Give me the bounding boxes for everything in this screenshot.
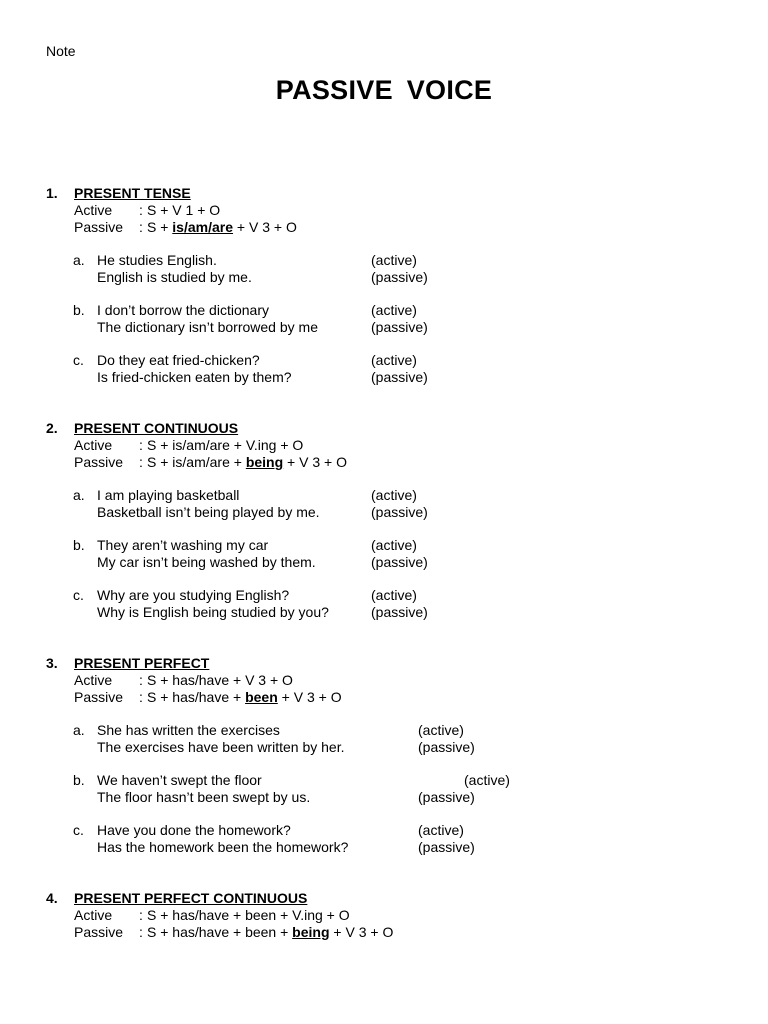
- example-active-tag: (active): [371, 252, 417, 268]
- example-passive-row: [46, 739, 746, 756]
- example-passive-tag: (passive): [418, 789, 475, 805]
- example-letter: a.: [73, 252, 85, 268]
- example-passive-row: [46, 369, 746, 386]
- example-passive-row: [46, 554, 746, 571]
- formula-colon: :: [139, 219, 143, 235]
- passive-formula-post: + V 3 + O: [277, 689, 342, 705]
- example-active-sentence: She has written the exercises: [97, 722, 280, 738]
- example-passive-tag: (passive): [418, 739, 475, 755]
- passive-label: Passive: [74, 454, 124, 470]
- example-active-tag: (active): [464, 772, 510, 788]
- example-active-row: [46, 252, 746, 269]
- example-passive-sentence: My car isn’t being washed by them.: [97, 554, 316, 570]
- example-passive-row: [46, 839, 746, 856]
- example-active-row: [46, 772, 746, 789]
- example-active-tag: (active): [371, 487, 417, 503]
- example-passive-sentence: Basketball isn’t being played by me.: [97, 504, 320, 520]
- example-active-sentence: I don’t borrow the dictionary: [97, 302, 269, 318]
- example-item: [46, 537, 746, 571]
- passive-formula-key: been: [245, 689, 278, 705]
- formula-colon: :: [139, 437, 143, 453]
- passive-formula-key: being: [245, 454, 284, 470]
- passive-formula: [147, 454, 347, 471]
- section-present-tense: [46, 185, 746, 386]
- passive-formula: [147, 924, 393, 941]
- passive-formula: [147, 219, 297, 236]
- example-letter: a.: [73, 722, 85, 738]
- example-passive-row: [46, 604, 746, 621]
- example-passive-sentence: English is studied by me.: [97, 269, 252, 285]
- section-heading: [46, 185, 746, 202]
- section-heading: [46, 890, 746, 907]
- example-passive-sentence: Has the homework been the homework?: [97, 839, 349, 855]
- formula-colon: :: [139, 689, 143, 705]
- formula-colon: :: [139, 907, 143, 923]
- example-item: [46, 772, 746, 806]
- active-formula-row: [46, 202, 746, 219]
- formula-colon: :: [139, 202, 143, 218]
- example-active-tag: (active): [371, 587, 417, 603]
- example-active-sentence: Do they eat fried-chicken?: [97, 352, 260, 368]
- example-active-row: [46, 537, 746, 554]
- example-passive-tag: (passive): [371, 504, 428, 520]
- active-label: Active: [74, 672, 113, 688]
- section-present-perfect-continuous: [46, 890, 746, 941]
- example-active-row: [46, 587, 746, 604]
- passive-formula-pre: S + is/am/are +: [147, 454, 246, 470]
- example-passive-row: [46, 504, 746, 521]
- example-item: [46, 487, 746, 521]
- section-present-perfect: [46, 655, 746, 856]
- example-passive-sentence: The dictionary isn’t borrowed by me: [97, 319, 318, 335]
- note-label: Note: [46, 43, 76, 59]
- example-passive-row: [46, 789, 746, 806]
- example-active-row: [46, 302, 746, 319]
- example-passive-tag: (passive): [371, 269, 428, 285]
- passive-label: Passive: [74, 689, 124, 705]
- example-letter: c.: [73, 352, 84, 368]
- example-active-row: [46, 722, 746, 739]
- active-formula: S + is/am/are + V.ing + O: [147, 437, 304, 453]
- example-passive-tag: (passive): [371, 554, 428, 570]
- passive-formula-post: + V 3 + O: [329, 924, 394, 940]
- example-active-row: [46, 352, 746, 369]
- section-number: 3.: [46, 655, 58, 671]
- example-passive-tag: (passive): [418, 839, 475, 855]
- example-active-row: [46, 822, 746, 839]
- example-active-tag: (active): [418, 722, 464, 738]
- active-formula-row: [46, 437, 746, 454]
- section-title: PRESENT CONTINUOUS: [74, 420, 239, 436]
- example-letter: b.: [73, 302, 85, 318]
- example-passive-sentence: The exercises have been written by her.: [97, 739, 345, 755]
- example-passive-sentence: Why is English being studied by you?: [97, 604, 329, 620]
- page-title: PASSIVE VOICE: [275, 75, 493, 105]
- example-passive-tag: (passive): [371, 369, 428, 385]
- passive-formula-pre: S + has/have + been +: [147, 924, 293, 940]
- example-active-tag: (active): [418, 822, 464, 838]
- example-passive-row: [46, 319, 746, 336]
- example-passive-sentence: Is fried-chicken eaten by them?: [97, 369, 292, 385]
- example-active-sentence: They aren’t washing my car: [97, 537, 269, 553]
- example-active-tag: (active): [371, 537, 417, 553]
- passive-label: Passive: [74, 924, 124, 940]
- active-label: Active: [74, 202, 113, 218]
- passive-formula-row: [46, 454, 746, 471]
- example-passive-tag: (passive): [371, 319, 428, 335]
- section-title: PRESENT TENSE: [74, 185, 191, 201]
- passive-formula-pre: S +: [147, 219, 173, 235]
- example-item: [46, 587, 746, 621]
- example-item: [46, 352, 746, 386]
- formula-colon: :: [139, 454, 143, 470]
- passive-formula: [147, 689, 342, 706]
- passive-formula-pre: S + has/have +: [147, 689, 246, 705]
- section-title: PRESENT PERFECT CONTINUOUS: [74, 890, 308, 906]
- example-active-tag: (active): [371, 352, 417, 368]
- example-letter: c.: [73, 822, 84, 838]
- example-item: [46, 302, 746, 336]
- example-active-sentence: Have you done the homework?: [97, 822, 291, 838]
- example-active-sentence: Why are you studying English?: [97, 587, 290, 603]
- section-heading: [46, 420, 746, 437]
- formula-colon: :: [139, 924, 143, 940]
- passive-formula-row: [46, 924, 746, 941]
- passive-formula-row: [46, 219, 746, 236]
- example-active-sentence: He studies English.: [97, 252, 217, 268]
- example-letter: b.: [73, 537, 85, 553]
- active-label: Active: [74, 907, 113, 923]
- section-heading: [46, 655, 746, 672]
- example-item: [46, 252, 746, 286]
- example-passive-sentence: The floor hasn’t been swept by us.: [97, 789, 311, 805]
- active-formula: S + has/have + V 3 + O: [147, 672, 293, 688]
- active-formula: S + V 1 + O: [147, 202, 221, 218]
- passive-formula-post: + V 3 + O: [283, 454, 347, 470]
- example-passive-tag: (passive): [371, 604, 428, 620]
- passive-formula-key: being: [292, 924, 330, 940]
- example-item: [46, 722, 746, 756]
- formula-colon: :: [139, 672, 143, 688]
- active-formula-row: [46, 907, 746, 924]
- example-active-tag: (active): [371, 302, 417, 318]
- active-formula-row: [46, 672, 746, 689]
- section-present-continuous: [46, 420, 746, 621]
- passive-formula-row: [46, 689, 746, 706]
- example-letter: c.: [73, 587, 84, 603]
- example-letter: b.: [73, 772, 85, 788]
- example-letter: a.: [73, 487, 85, 503]
- section-number: 1.: [46, 185, 58, 201]
- passive-formula-key: is/am/are: [172, 219, 234, 235]
- passive-formula-post: + V 3 + O: [233, 219, 297, 235]
- example-active-sentence: I am playing basketball: [97, 487, 240, 503]
- example-active-sentence: We haven’t swept the floor: [97, 772, 262, 788]
- section-title: PRESENT PERFECT: [74, 655, 210, 671]
- active-formula: S + has/have + been + V.ing + O: [147, 907, 350, 923]
- active-label: Active: [74, 437, 113, 453]
- example-passive-row: [46, 269, 746, 286]
- section-number: 2.: [46, 420, 58, 436]
- example-item: [46, 822, 746, 856]
- example-active-row: [46, 487, 746, 504]
- section-number: 4.: [46, 890, 58, 906]
- passive-label: Passive: [74, 219, 124, 235]
